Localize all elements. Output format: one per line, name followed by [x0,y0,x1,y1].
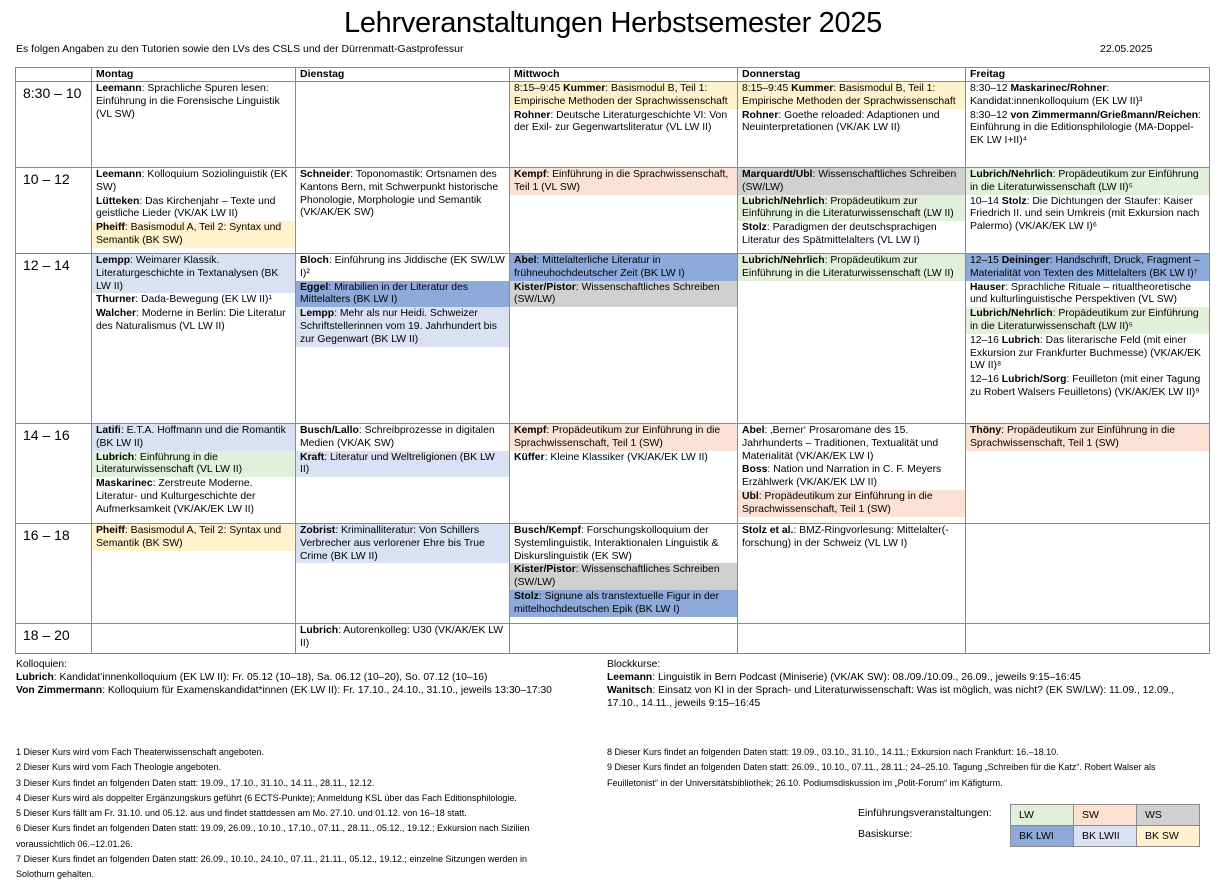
lecturer-name: Boss [742,464,768,476]
footnote: 2 Dieser Kurs wird vom Fach Theologie angeboten. [16,762,221,773]
schedule-cell [738,624,966,654]
lecturer-name: Abel [742,425,765,436]
schedule-cell [966,424,1210,524]
schedule-cell [510,254,738,424]
legend-label-basiskurse: Basiskurse: [858,828,913,840]
course-entry: Marquardt/Ubl: Wissenschaftliches Schreiben (SW/LW) [738,168,965,195]
course-entry: 12–16 Lubrich/Sorg: Feuilleton (mit einer Tagung zu Robert Walsers Feuilletons) (VK/AK/EK LW II)⁹ [970,374,1201,398]
lecturer-name: Lempp [96,255,131,266]
time-slot: 10 – 12 [16,168,92,254]
course-entry: Stolz et al.: BMZ-Ringvorlesung: Mittelalter(-forschung) in der Schweiz (VL LW I) [742,525,949,549]
course-entry: 8:30–12 Maskarinec/Rohner: Kandidat:innenkolloquium (EK LW II)³ [970,83,1143,107]
schedule-cell [92,82,296,168]
time-header [16,68,92,82]
lecturer-name: Thurner [96,294,136,306]
schedule-cell [738,524,966,624]
course-entry: Zobrist: Kriminalliteratur: Von Schillers Verbrecher aus verlorener Ehre bis True Crime (BK LW II) [296,524,509,563]
time-slot: 16 – 18 [16,524,92,624]
color-legend [1010,804,1200,847]
schedule-cell [966,524,1210,624]
legend-swatch: BK LWII [1074,826,1137,847]
lecturer-name: Maskarinec [96,478,153,490]
lecturer-name: Lubrich [300,625,339,636]
schedule-cell [966,254,1210,424]
course-entry: Thurner: Dada-Bewegung (EK LW II)¹ [96,294,272,306]
lecturer-name: Lubrich [96,451,135,463]
course-entry: Pheiff: Basismodul A, Teil 2: Syntax und Semantik (BK SW) [92,221,295,248]
schedule-cell [92,254,296,424]
course-entry: 12–15 Deininger: Handschrift, Druck, Fragment – Materialität von Texten des Mittelalters (BK LW I)⁷ [966,254,1209,281]
footnotes-left [16,745,556,883]
lecturer-name: von Zimmermann/Grießmann/Reichen [1010,109,1199,121]
schedule-cell [738,254,966,424]
course-entry: Pheiff: Basismodul A, Teil 2: Syntax und Semantik (BK SW) [92,524,295,551]
lecturer-name: Stolz [514,590,539,602]
course-entry: Leemann: Sprachliche Spuren lesen: Einführung in die Forensische Linguistik (VL SW) [96,83,280,120]
lecturer-name: Busch/Lallo [300,425,359,436]
kolloquien-list [16,671,556,697]
page-title: Lehrveranstaltungen Herbstsemester 2025 [343,7,882,39]
schedule-cell [510,168,738,254]
schedule-cell [92,168,296,254]
course-entry: Rohner: Goethe reloaded: Adaptionen und Neuinterpretationen (VK/AK LW II) [742,109,940,134]
day-header: Donnerstag [738,68,966,82]
lecturer-name: Rohner [514,109,551,121]
footnote: 8 Dieser Kurs findet an folgenden Daten statt: 19.09., 03.10., 31.10., 14.11.; Exkursion nach Frankfurt: 16.–18.10. [607,747,1059,757]
kolloquien-heading: Kolloquien: [16,659,67,670]
footnote: 4 Dieser Kurs wird als doppelter Ergänzungskurs geführt (6 ECTS-Punkte); Anmeldung KSL über das Fach Editionsphilologie. [16,792,517,803]
course-entry: Bloch: Einführung ins Jiddische (EK SW/LW I)² [300,255,505,279]
time-slot: 8:30 – 10 [16,82,92,168]
course-entry: Kister/Pistor: Wissenschaftliches Schreiben (SW/LW) [510,563,737,590]
lecturer-name: Stolz [742,222,767,234]
lecturer-name: Leemann [96,169,142,180]
legend-swatch: BK LWI [1011,826,1074,847]
footnote: 3 Dieser Kurs findet an folgenden Daten statt: 19.09., 17.10., 31.10., 14.11., 28.11., 12.12. [16,777,375,788]
lecturer-name: Von Zimmermann [16,685,103,696]
course-entry: Leemann: Kolloquium Soziolinguistik (EK SW) [96,169,288,193]
day-header: Mittwoch [510,68,738,82]
lecturer-name: Maskarinec/Rohner [1010,83,1107,94]
schedule-table [15,67,1210,654]
course-entry: Schneider: Toponomastik: Ortsnamen des Kantons Bern, mit Schwerpunkt historische Phonologie, Morphologie und Semantik (VK/AK/EK SW) [300,169,499,219]
schedule-cell [966,624,1210,654]
schedule-cell [296,254,510,424]
blockkurse-heading: Blockkurse: [607,659,661,670]
course-entry: Busch/Kempf: Forschungskolloquium der Systemlinguistik, Interaktionalen Linguistik & Diskurslinguistik (EK SW) [514,525,719,562]
course-entry: Lempp: Weimarer Klassik. Literaturgeschichte in Textanalysen (BK LW II) [92,254,295,293]
lecturer-name: Pheiff [96,222,125,234]
course-entry: Abel: Mittelalterliche Literatur in frühneuhochdeutscher Zeit (BK LW I) [510,254,737,281]
note-item: Wanitsch: Einsatz von KI in der Sprach- und Literaturwissenschaft: Was ist möglich, was nicht? (EK SW/LW): 11.09., 12.09., 17.10., 14.11., jeweils 9:15–16:45 [607,685,1175,709]
page-subtitle: Es folgen Angaben zu den Tutorien sowie den LVs des CSLS und der Dürrenmatt-Gastprofessur [16,43,464,55]
course-entry: 8:15–9:45 Kummer: Basismodul B, Teil 1: Empirische Methoden der Sprachwissenschaft [738,82,965,109]
lecturer-name: Ubl [742,490,759,502]
course-entry: 12–16 Lubrich: Das literarische Feld (mit einer Exkursion zur Frankfurter Buchmesse) (VK/AK/EK LW II)⁸ [970,334,1201,372]
lecturer-name: Lubrich [16,672,54,683]
lecturer-name: Kummer [791,83,834,94]
course-entry: 10–14 Stolz: Die Dichtungen der Staufer: Kaiser Friedrich II. und sein Umkreis (mit Exkursion nach Palermo) (VK/AK/EK LW I)⁶ [970,195,1200,233]
lecturer-name: Zobrist [300,525,336,536]
lecturer-name: Abel [514,255,537,266]
schedule-cell [510,524,738,624]
schedule-row [16,82,1210,168]
course-entry: Kister/Pistor: Wissenschaftliches Schreiben (SW/LW) [510,281,737,308]
lecturer-name: Leemann [607,672,653,683]
lecturer-name: Kraft [300,451,325,463]
time-slot: 14 – 16 [16,424,92,524]
legend-swatch: BK SW [1137,826,1200,847]
course-entry: Lubrich/Nehrlich: Propädeutikum zur Einführung in die Literaturwissenschaft (LW II) [738,195,965,222]
schedule-cell [738,82,966,168]
lecturer-name: Pheiff [96,525,125,536]
schedule-row [16,624,1210,654]
time-slot: 18 – 20 [16,624,92,654]
course-entry: Busch/Lallo: Schreibprozesse in digitalen Medien (VK/AK SW) [300,425,495,449]
blockkurse-section [607,658,1187,710]
schedule-body [16,82,1210,654]
lecturer-name: Lubrich/Nehrlich [970,308,1053,320]
course-entry: Maskarinec: Zerstreute Moderne. Literatur- und Kulturgeschichte der Aufmerksamkeit (VK/AK/EK LW II) [96,478,256,515]
footnotes-right [607,745,1167,791]
legend-swatch: WS [1137,805,1200,826]
course-entry: Stolz: Signune als transtextuelle Figur in der mittelhochdeutschen Epik (BK LW I) [510,590,737,617]
lecturer-name: Walcher [96,308,137,320]
legend-swatch: SW [1074,805,1137,826]
course-entry: Rohner: Deutsche Literaturgeschichte VI: Von der Exil- zur Gegenwartsliteratur (VL LW II) [514,109,728,134]
course-entry: Lubrich: Einführung in die Literaturwissenschaft (VL LW II) [92,451,295,478]
schedule-cell [738,424,966,524]
lecturer-name: Bloch [300,255,329,266]
note-item: Leemann: Linguistik in Bern Podcast (Miniserie) (VK/AK SW): 08./09./10.09., 26.09., jeweils 9:15–16:45 [607,672,1081,683]
time-slot: 12 – 14 [16,254,92,424]
day-header: Freitag [966,68,1210,82]
lecturer-name: Stolz [1001,195,1027,207]
lecturer-name: Latifi [96,425,121,436]
schedule-row [16,168,1210,254]
course-entry: Lubrich/Nehrlich: Propädeutikum zur Einführung in die Literaturwissenschaft (LW II)⁵ [966,307,1209,334]
kolloquien-section [16,658,556,697]
schedule-row [16,524,1210,624]
lecturer-name: Kempf [514,169,547,180]
course-entry: Lubrich: Autorenkolleg: U30 (VK/AK/EK LW II) [300,625,504,649]
lecturer-name: Schneider [300,169,351,180]
course-entry: Boss: Nation und Narration in C. F. Meyers Erzählwerk (VK/AK/EK LW II) [742,464,942,489]
schedule-cell [92,424,296,524]
lecturer-name: Hauser [970,281,1006,293]
legend-labels [858,803,992,845]
schedule-cell [510,424,738,524]
course-entry: Lempp: Mehr als nur Heidi. Schweizer Schriftstellerinnen vom 19. Jahrhundert bis zur Gegenwart (BK LW II) [296,307,509,346]
schedule-cell [738,168,966,254]
footnote: 6 Dieser Kurs findet an folgenden Daten statt: 19.09, 26.09., 10.10., 17.10., 07.11., 28.11., 05.12., 19.12.; Exkursion nach Sizilien voraussichtlich 06.–12.01.26. [16,823,530,849]
course-entry: Küffer: Kleine Klassiker (VK/AK/EK LW II) [514,451,708,463]
lecturer-name: Küffer [514,451,545,463]
schedule-header-row [16,68,1210,82]
footnote: 5 Dieser Kurs fällt am Fr. 31.10. und 05.12. aus und findet stattdessen am Mo. 27.10. und 01.12. von 16–18 statt. [16,808,467,819]
course-entry: 8:15–9:45 Kummer: Basismodul B, Teil 1: Empirische Methoden der Sprachwissenschaft [510,82,737,109]
schedule-cell [296,524,510,624]
course-entry: Abel: ‚Berner‘ Prosaromane des 15. Jahrhunderts – Traditionen, Textualität und Materialität (VK/AK/EK LW I) [742,425,939,462]
lecturer-name: Leemann [96,83,142,94]
schedule-cell [296,82,510,168]
legend-row-basiskurse [1011,826,1200,847]
course-entry: Kraft: Literatur und Weltreligionen (BK LW II) [296,451,509,478]
course-entry: Lütteken: Das Kirchenjahr – Texte und geistliche Lieder (VK/AK LW II) [96,195,276,220]
legend-swatch: LW [1011,805,1074,826]
schedule-cell [92,624,296,654]
lecturer-name: Wanitsch [607,685,653,696]
lecturer-name: Rohner [742,109,779,121]
course-entry: 8:30–12 von Zimmermann/Grießmann/Reichen: Einführung in die Editionsphilologie (MA-Doppel-EK LW I+II)⁴ [970,109,1201,147]
lecturer-name: Stolz et al. [742,525,794,536]
course-entry: Lubrich/Nehrlich: Propädeutikum zur Einführung in die Literaturwissenschaft (LW II) [738,254,965,281]
course-entry: Thöny: Propädeutikum zur Einführung in die Sprachwissenschaft, Teil 1 (SW) [966,424,1209,451]
lecturer-name: Kempf [514,425,547,436]
lecturer-name: Lütteken [96,195,140,207]
legend-row-einfuehrung [1011,805,1200,826]
note-item: Von Zimmermann: Kolloquium für Examenskandidat*innen (EK LW II): Fr. 17.10., 24.10., 31.10., jeweils 13:30–17:30 [16,685,552,696]
schedule-cell [92,524,296,624]
legend-label-einfuehrung: Einführungsveranstaltungen: [858,807,992,819]
blockkurse-list [607,671,1187,710]
schedule-row [16,424,1210,524]
footnote: 7 Dieser Kurs findet an folgenden Daten statt: 26.09., 10.10., 24.10., 07.11., 21.11., 05.12., 19.12.; einzelne Sitzungen werden in Solothurn gehalten. [16,854,528,880]
lecturer-name: Kister/Pistor [514,281,576,293]
lecturer-name: Lempp [300,308,335,320]
course-entry: Eggel: Mirabilien in der Literatur des Mittelalters (BK LW I) [296,281,509,308]
schedule-cell [296,168,510,254]
course-entry: Kempf: Einführung in die Sprachwissenschaft, Teil 1 (VL SW) [510,168,737,195]
lecturer-name: Lubrich/Sorg [1001,374,1067,386]
footnote: 9 Dieser Kurs findet an folgenden Daten statt: 26.09., 10.10., 07.11., 28.11.; 24–25.10. Tagung „Schreiben für die Katz“. Robert Walser als Feuilletonist“ in der Universitätsbibliothek; 26.10. Podiumsdiskussion im „Polit-Forum“ im Käfigturm. [607,762,1156,788]
schedule-cell [296,624,510,654]
schedule-cell [296,424,510,524]
lecturer-name: Deininger [1001,255,1050,266]
lecturer-name: Kister/Pistor [514,564,576,576]
lecturer-name: Lubrich/Nehrlich [970,169,1053,180]
course-entry: Stolz: Paradigmen der deutschsprachigen Literatur des Spätmittelalters (VL LW I) [742,222,937,246]
lecturer-name: Busch/Kempf [514,525,581,536]
lecturer-name: Lubrich [1001,334,1040,346]
course-entry: Ubl: Propädeutikum zur Einführung in die Sprachwissenschaft, Teil 1 (SW) [738,490,965,517]
course-entry: Latifi: E.T.A. Hoffmann und die Romantik (BK LW II) [92,424,295,451]
lecturer-name: Kummer [563,83,606,94]
lecturer-name: Lubrich/Nehrlich [742,195,825,207]
schedule-row [16,254,1210,424]
lecturer-name: Eggel [300,281,329,293]
day-header: Dienstag [296,68,510,82]
course-entry: Kempf: Propädeutikum zur Einführung in die Sprachwissenschaft, Teil 1 (SW) [510,424,737,451]
schedule-cell [966,82,1210,168]
lecturer-name: Thöny [970,425,1002,436]
schedule-cell [510,624,738,654]
schedule-cell [510,82,738,168]
lecturer-name: Marquardt/Ubl [742,169,813,180]
course-entry: Lubrich/Nehrlich: Propädeutikum zur Einführung in die Literaturwissenschaft (LW II)⁵ [966,168,1209,195]
note-item: Lubrich: Kandidat’innenkolloquium (EK LW II): Fr. 05.12 (10–18), Sa. 06.12 (10–20), So. 07.12 (10–16) [16,672,488,683]
course-entry: Hauser: Sprachliche Rituale – ritualtheoretische und kulturlinguistische Perspektiven (VL SW) [970,281,1192,306]
day-header: Montag [92,68,296,82]
document-date: 22.05.2025 [1100,43,1153,55]
course-entry: Walcher: Moderne in Berlin: Die Literatur des Naturalismus (VL LW II) [96,308,286,332]
lecturer-name: Lubrich/Nehrlich [742,255,825,266]
footnote: 1 Dieser Kurs wird vom Fach Theaterwissenschaft angeboten. [16,747,264,757]
schedule-cell [966,168,1210,254]
